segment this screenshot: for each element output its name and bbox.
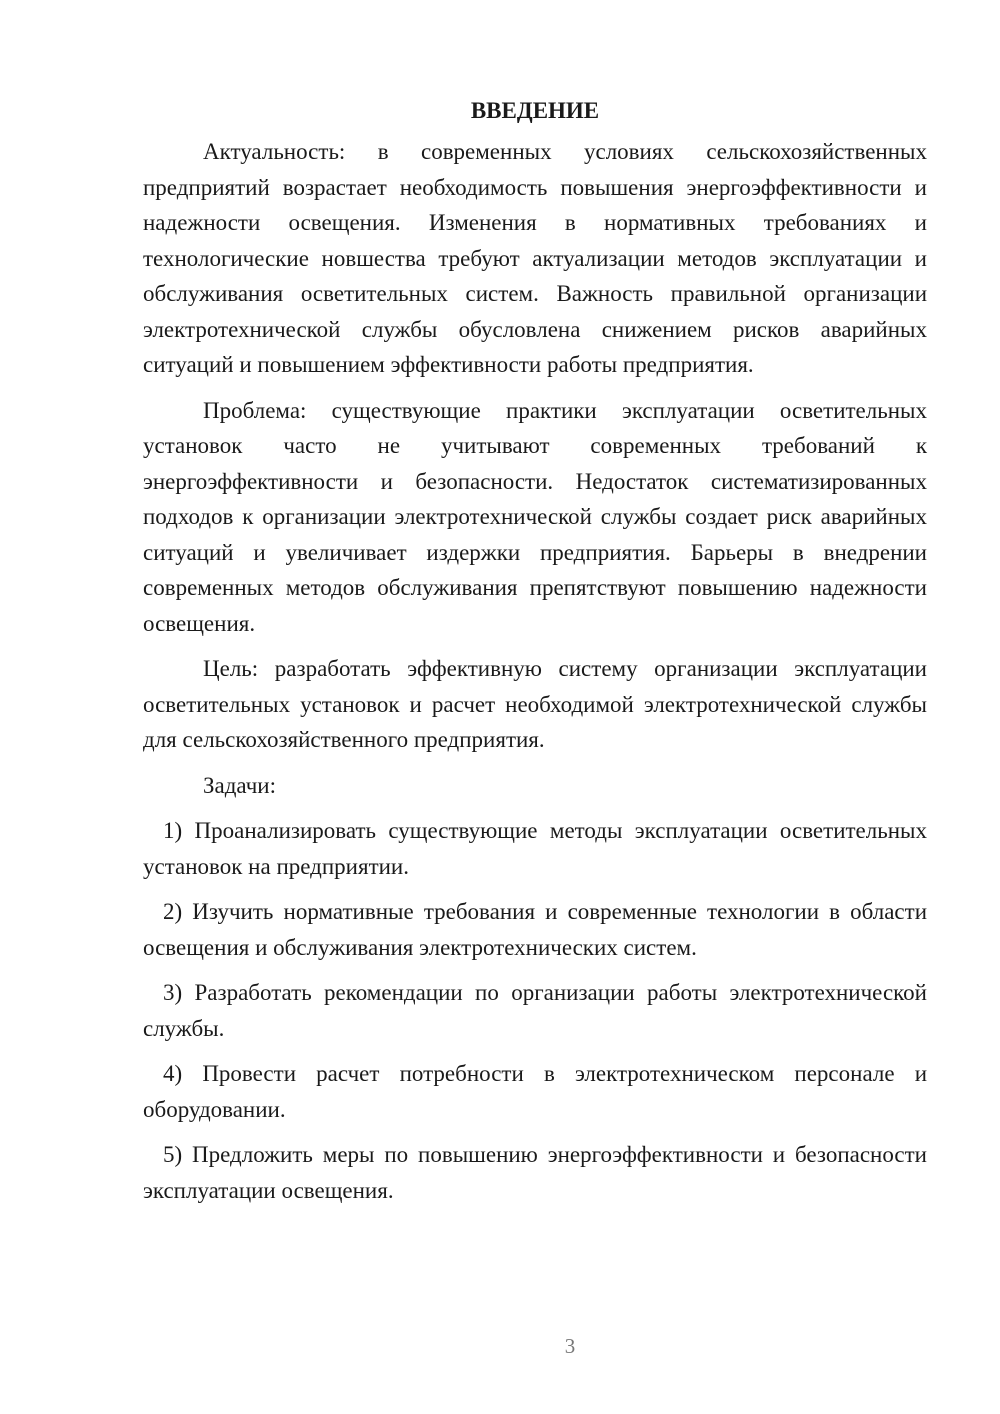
tasks-list bbox=[143, 813, 927, 1208]
tasks-heading: Задачи: bbox=[203, 772, 276, 798]
document-body bbox=[143, 96, 927, 1218]
task-item: 5) Предложить меры по повышению энергоэффективности и безопасности эксплуатации освещения. bbox=[143, 1142, 927, 1203]
task-item: 1) Проанализировать существующие методы эксплуатации осветительных установок на предприятии. bbox=[143, 818, 927, 879]
paragraph-goal: Цель: разработать эффективную систему организации эксплуатации осветительных установок и расчет необходимой электротехнической службы для сельскохозяйственного предприятия. bbox=[143, 656, 927, 752]
page-number-text: 3 bbox=[564, 1334, 576, 1358]
paragraph-relevance: Актуальность: в современных условиях сельскохозяйственных предприятий возрастает необходимость повышения энергоэффективности и надежности освещения. Изменения в нормативных требованиях и технологические новшества требуют актуализации методов эксплуатации и обслуживания осветительных систем. Важность правильной организации электротехнической службы обусловлена снижением рисков аварийных ситуаций и повышением эффективности работы предприятия. bbox=[143, 139, 927, 377]
task-item: 4) Провести расчет потребности в электротехническом персонале и оборудовании. bbox=[143, 1061, 927, 1122]
section-title: ВВЕДЕНИЕ bbox=[470, 98, 600, 123]
task-item: 3) Разработать рекомендации по организации работы электротехнической службы. bbox=[143, 980, 927, 1041]
paragraph-problem: Проблема: существующие практики эксплуатации осветительных установок часто не учитывают современных требований к энергоэффективности и безопасности. Недостаток систематизированных подходов к организации электротехнической службы создает риск аварийных ситуаций и увеличивает издержки предприятия. Барьеры в внедрении современных методов обслуживания препятствуют повышению надежности освещения. bbox=[143, 397, 927, 636]
page-number bbox=[70, 1334, 1000, 1359]
task-item: 2) Изучить нормативные требования и современные технологии в области освещения и обслуживания электротехнических систем. bbox=[143, 899, 927, 960]
